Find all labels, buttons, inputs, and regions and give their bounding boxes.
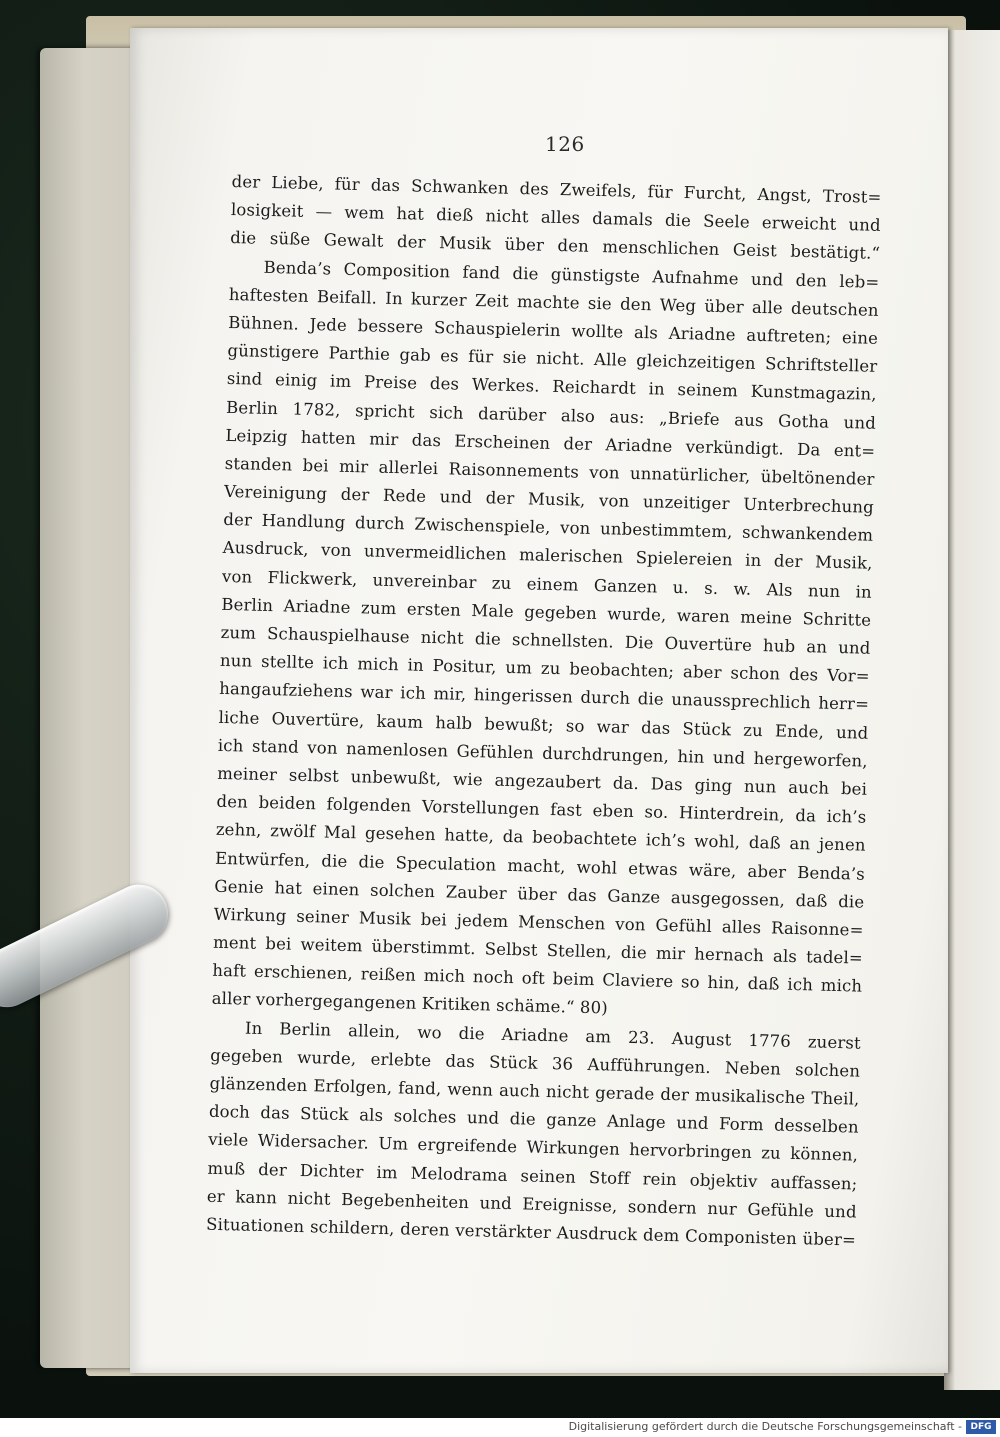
text-line: liche Ouvertüre, kaum halb bewußt; so war das Stück zu Ende, und [218, 707, 869, 743]
text-line: Leipzig hatten mir das Erscheinen der Ariadne verkündigt. Da ent= [225, 425, 876, 461]
text-line: losigkeit — wem hat dieß nicht alles damals die Seele erweicht und [230, 200, 882, 236]
page-number: 126 [545, 132, 585, 156]
text-line: günstigere Parthie gab es für sie nicht. Alle gleichzeitigen Schriftsteller [227, 341, 878, 376]
text-line: ich stand von namenlosen Gefühlen durchdrungen, hin und hergeworfen, [217, 735, 868, 771]
text-line: Wirkung seiner Musik bei jedem Menschen von Gefühl alles Raisonne= [213, 904, 864, 940]
text-line: meiner selbst unbewußt, wie angezaubert da. Das ging nun auch bei [216, 763, 868, 799]
text-line: Benda’s Composition fand die günstigste Aufnahme und den leb= [263, 257, 880, 292]
text-line: nun stellte ich mich in Positur, um zu beobachten; aber schon des Vor= [219, 651, 871, 686]
text-line: In Berlin allein, wo die Ariadne am 23. August 1776 zuerst [244, 1018, 862, 1053]
footer-bar [0, 1418, 1000, 1437]
text-line: viele Widersacher. Um ergreifende Wirkungen hervorbringen zu können, [208, 1130, 859, 1165]
text-line: Situationen schildern, deren verstärkter Ausdruck dem Componisten über= [205, 1214, 857, 1250]
text-line: den beiden folgenden Vorstellungen fast eben so. Hinterdrein, da ich’s [216, 791, 867, 827]
text-line: aller vorhergegangenen Kritiken schäme.“ 80) [211, 989, 609, 1018]
text-line: muß der Dichter im Melodrama seinen Stoff rein objektiv auffassen; [207, 1158, 858, 1194]
text-line: standen bei mir allerlei Raisonnements von unnatürlicher, übeltönender [224, 453, 875, 489]
text-line: glänzenden Erfolgen, fand, wenn auch nicht gerade der musikalische Theil, [209, 1073, 860, 1109]
text-line: von Flickwerk, unvereinbar zu einem Ganzen u. s. w. Als nun in [221, 566, 873, 602]
text-line: Berlin Ariadne zum ersten Male gegeben wurde, waren meine Schritte [221, 594, 872, 630]
text-line: sind einig im Preise des Werkes. Reichardt in seinem Kunstmagazin, [226, 369, 877, 405]
text-line: haft erschienen, reißen mich noch oft beim Claviere so hin, daß ich mich [212, 961, 863, 996]
text-line: der Liebe, für das Schwanken des Zweifels, für Furcht, Angst, Trost= [231, 171, 882, 207]
text-line: gegeben wurde, erlebte das Stück 36 Aufführungen. Neben solchen [210, 1045, 861, 1081]
facing-page-edge [944, 30, 1000, 1390]
text-line: Bühnen. Jede bessere Schauspielerin wollte als Ariadne auftreten; eine [227, 312, 879, 348]
funding-notice: Digitalisierung gefördert durch die Deutsche Forschungsgemeinschaft - [568, 1420, 962, 1433]
text-line: der Handlung durch Zwischenspiele, von unbestimmtem, schwankendem [223, 510, 874, 546]
dfg-logo: DFG [966, 1420, 996, 1434]
text-line: Genie hat einen solchen Zauber über das Ganze ausgegossen, daß die [214, 876, 865, 912]
text-line: Entwürfen, die die Speculation macht, wohl etwas wäre, aber Benda’s [214, 848, 866, 884]
text-line: Berlin 1782, spricht sich darüber also aus: „Briefe aus Gotha und [225, 397, 877, 433]
text-line: zehn, zwölf Mal gesehen hatte, da beobachtete ich’s wohl, daß an jenen [215, 820, 866, 855]
text-line: Vereinigung der Rede und der Musik, von unzeitiger Unterbrechung [223, 481, 875, 517]
text-line: er kann nicht Begebenheiten und Ereignisse, sondern nur Gefühle und [206, 1186, 857, 1222]
text-line: haftesten Beifall. In kurzer Zeit machte sie den Weg über alle deutschen [228, 284, 879, 320]
text-line: ment bei weitem überstimmt. Selbst Stellen, die mir hernach als tadel= [212, 932, 864, 968]
text-line: zum Schauspielhause nicht die schnellsten. Die Ouvertüre hub an und [220, 622, 871, 658]
text-line: doch das Stück als solches und die ganze Anlage und Form desselben [208, 1101, 859, 1137]
text-line: die süße Gewalt der Musik über den menschlichen Geist bestätigt.“ [230, 228, 881, 264]
page-text-block [206, 168, 882, 1255]
text-line: Ausdruck, von unvermeidlichen malerischen Spielereien in der Musik, [222, 538, 873, 574]
text-line: hangaufziehens war ich mir, hingerissen durch die unaussprechlich herr= [219, 679, 870, 715]
